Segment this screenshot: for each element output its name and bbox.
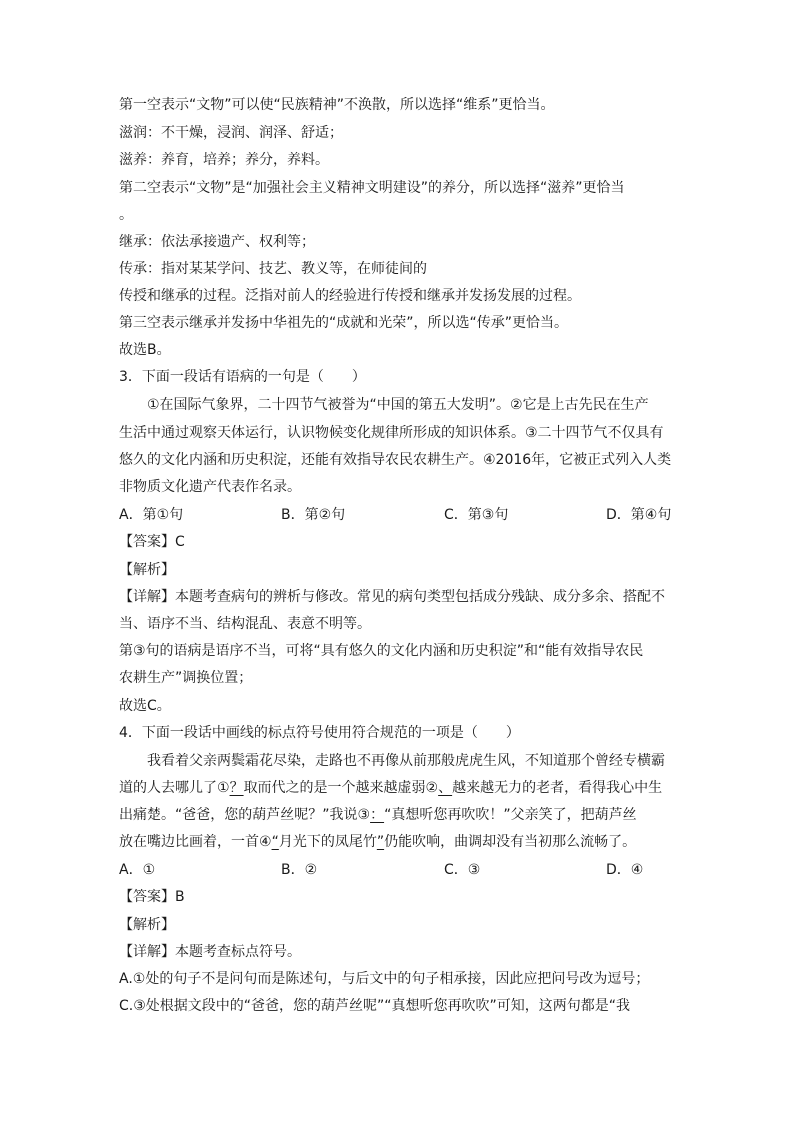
passage-line: 放在嘴边比画着，一首④“月光下的凤尾竹”仍能吹响，曲调却没有当初那么流畅了。 bbox=[119, 834, 637, 850]
text-line: 。 bbox=[119, 207, 133, 223]
passage-line: 道的人去哪儿了①？取而代之的是一个越来越虚弱②、越来越无力的老者，看得我心中生 bbox=[119, 780, 663, 796]
underlined-punct: ” bbox=[376, 834, 385, 850]
detail-line: 故选C。 bbox=[119, 698, 171, 714]
underlined-punct: “ bbox=[271, 834, 279, 850]
text-line: 第一空表示“文物”可以使“民族精神”不涣散，所以选择“维系”更恰当。 bbox=[119, 97, 555, 113]
text-line: 滋润：不干燥，浸润、润泽、舒适； bbox=[119, 125, 343, 141]
text-line: 传承：指对某某学问、技艺、教义等，在师徒间的 bbox=[119, 261, 427, 277]
detail-line: C.③处根据文段中的“爸爸，您的葫芦丝呢”“真想听您再吹吹”可知，这两句都是“我 bbox=[119, 998, 631, 1014]
text-line: 第二空表示“文物”是“加强社会主义精神文明建设”的养分，所以选择“滋养”更恰当 bbox=[119, 180, 625, 196]
text-line: 滋养：养育，培养；养分，养料。 bbox=[119, 152, 329, 168]
passage-line: 出痛楚。“爸爸，您的葫芦丝呢？”我说③：“真想听您再吹吹！”父亲笑了，把葫芦丝 bbox=[119, 807, 637, 823]
passage-line: 我看着父亲两鬓霜花尽染，走路也不再像从前那般虎虎生风，不知道那个曾经专横霸 bbox=[147, 753, 665, 769]
answer-label: 【答案】C bbox=[119, 534, 185, 550]
option-c: C．③ bbox=[444, 862, 481, 878]
detail-line: A.①处的句子不是问句而是陈述句，与后文中的句子相承接，因此应把问号改为逗号； bbox=[119, 971, 650, 987]
option-d: D．第④句 bbox=[606, 507, 672, 523]
text-line: 继承：依法承接遗产、权利等； bbox=[119, 234, 315, 250]
passage-line: 非物质文化遗产代表作名录。 bbox=[119, 479, 301, 495]
question-title: 3．下面一段话有语病的一句是（ ） bbox=[119, 369, 366, 385]
passage-line: ①在国际气象界，二十四节气被誉为“中国的第五大发明”。②它是上古先民在生产 bbox=[147, 397, 649, 413]
option-b: B．第②句 bbox=[281, 507, 346, 523]
option-b: B．② bbox=[281, 862, 318, 878]
detail-line: 第③句的语病是语序不当，可将“具有悠久的文化内涵和历史积淀”和“能有效指导农民 bbox=[119, 643, 644, 659]
option-a: A．① bbox=[119, 862, 156, 878]
question-title: 4．下面一段话中画线的标点符号使用符合规范的一项是（ ） bbox=[119, 725, 520, 741]
detail-line: 农耕生产”调换位置； bbox=[119, 670, 253, 686]
underlined-punct: ？ bbox=[229, 780, 244, 796]
option-d: D．④ bbox=[606, 862, 644, 878]
underlined-punct: ： bbox=[370, 807, 385, 823]
passage-line: 生活中通过观察天体运行，认识物候变化规律所形成的知识体系。③二十四节气不仅具有 bbox=[119, 425, 664, 441]
detail-line: 【详解】本题考查病句的辨析与修改。常见的病句类型包括成分残缺、成分多余、搭配不 bbox=[119, 589, 665, 605]
text-line: 第三空表示继承并发扬中华祖先的“成就和光荣”，所以选“传承”更恰当。 bbox=[119, 315, 569, 331]
underlined-punct: 、 bbox=[438, 780, 453, 796]
passage-line: 悠久的文化内涵和历史积淀，还能有效指导农民农耕生产。④2016年，它被正式列入人类 bbox=[119, 452, 672, 468]
option-a: A．第①句 bbox=[119, 507, 184, 523]
answer-label: 【答案】B bbox=[119, 889, 185, 905]
detail-line: 【详解】本题考查标点符号。 bbox=[119, 944, 301, 960]
analysis-label: 【解析】 bbox=[119, 917, 175, 933]
text-line: 传授和继承的过程。泛指对前人的经验进行传授和继承并发扬发展的过程。 bbox=[119, 288, 581, 304]
option-c: C．第③句 bbox=[444, 507, 509, 523]
analysis-label: 【解析】 bbox=[119, 562, 175, 578]
text-line: 故选B。 bbox=[119, 342, 171, 358]
detail-line: 当、语序不当、结构混乱、表意不明等。 bbox=[119, 616, 371, 632]
